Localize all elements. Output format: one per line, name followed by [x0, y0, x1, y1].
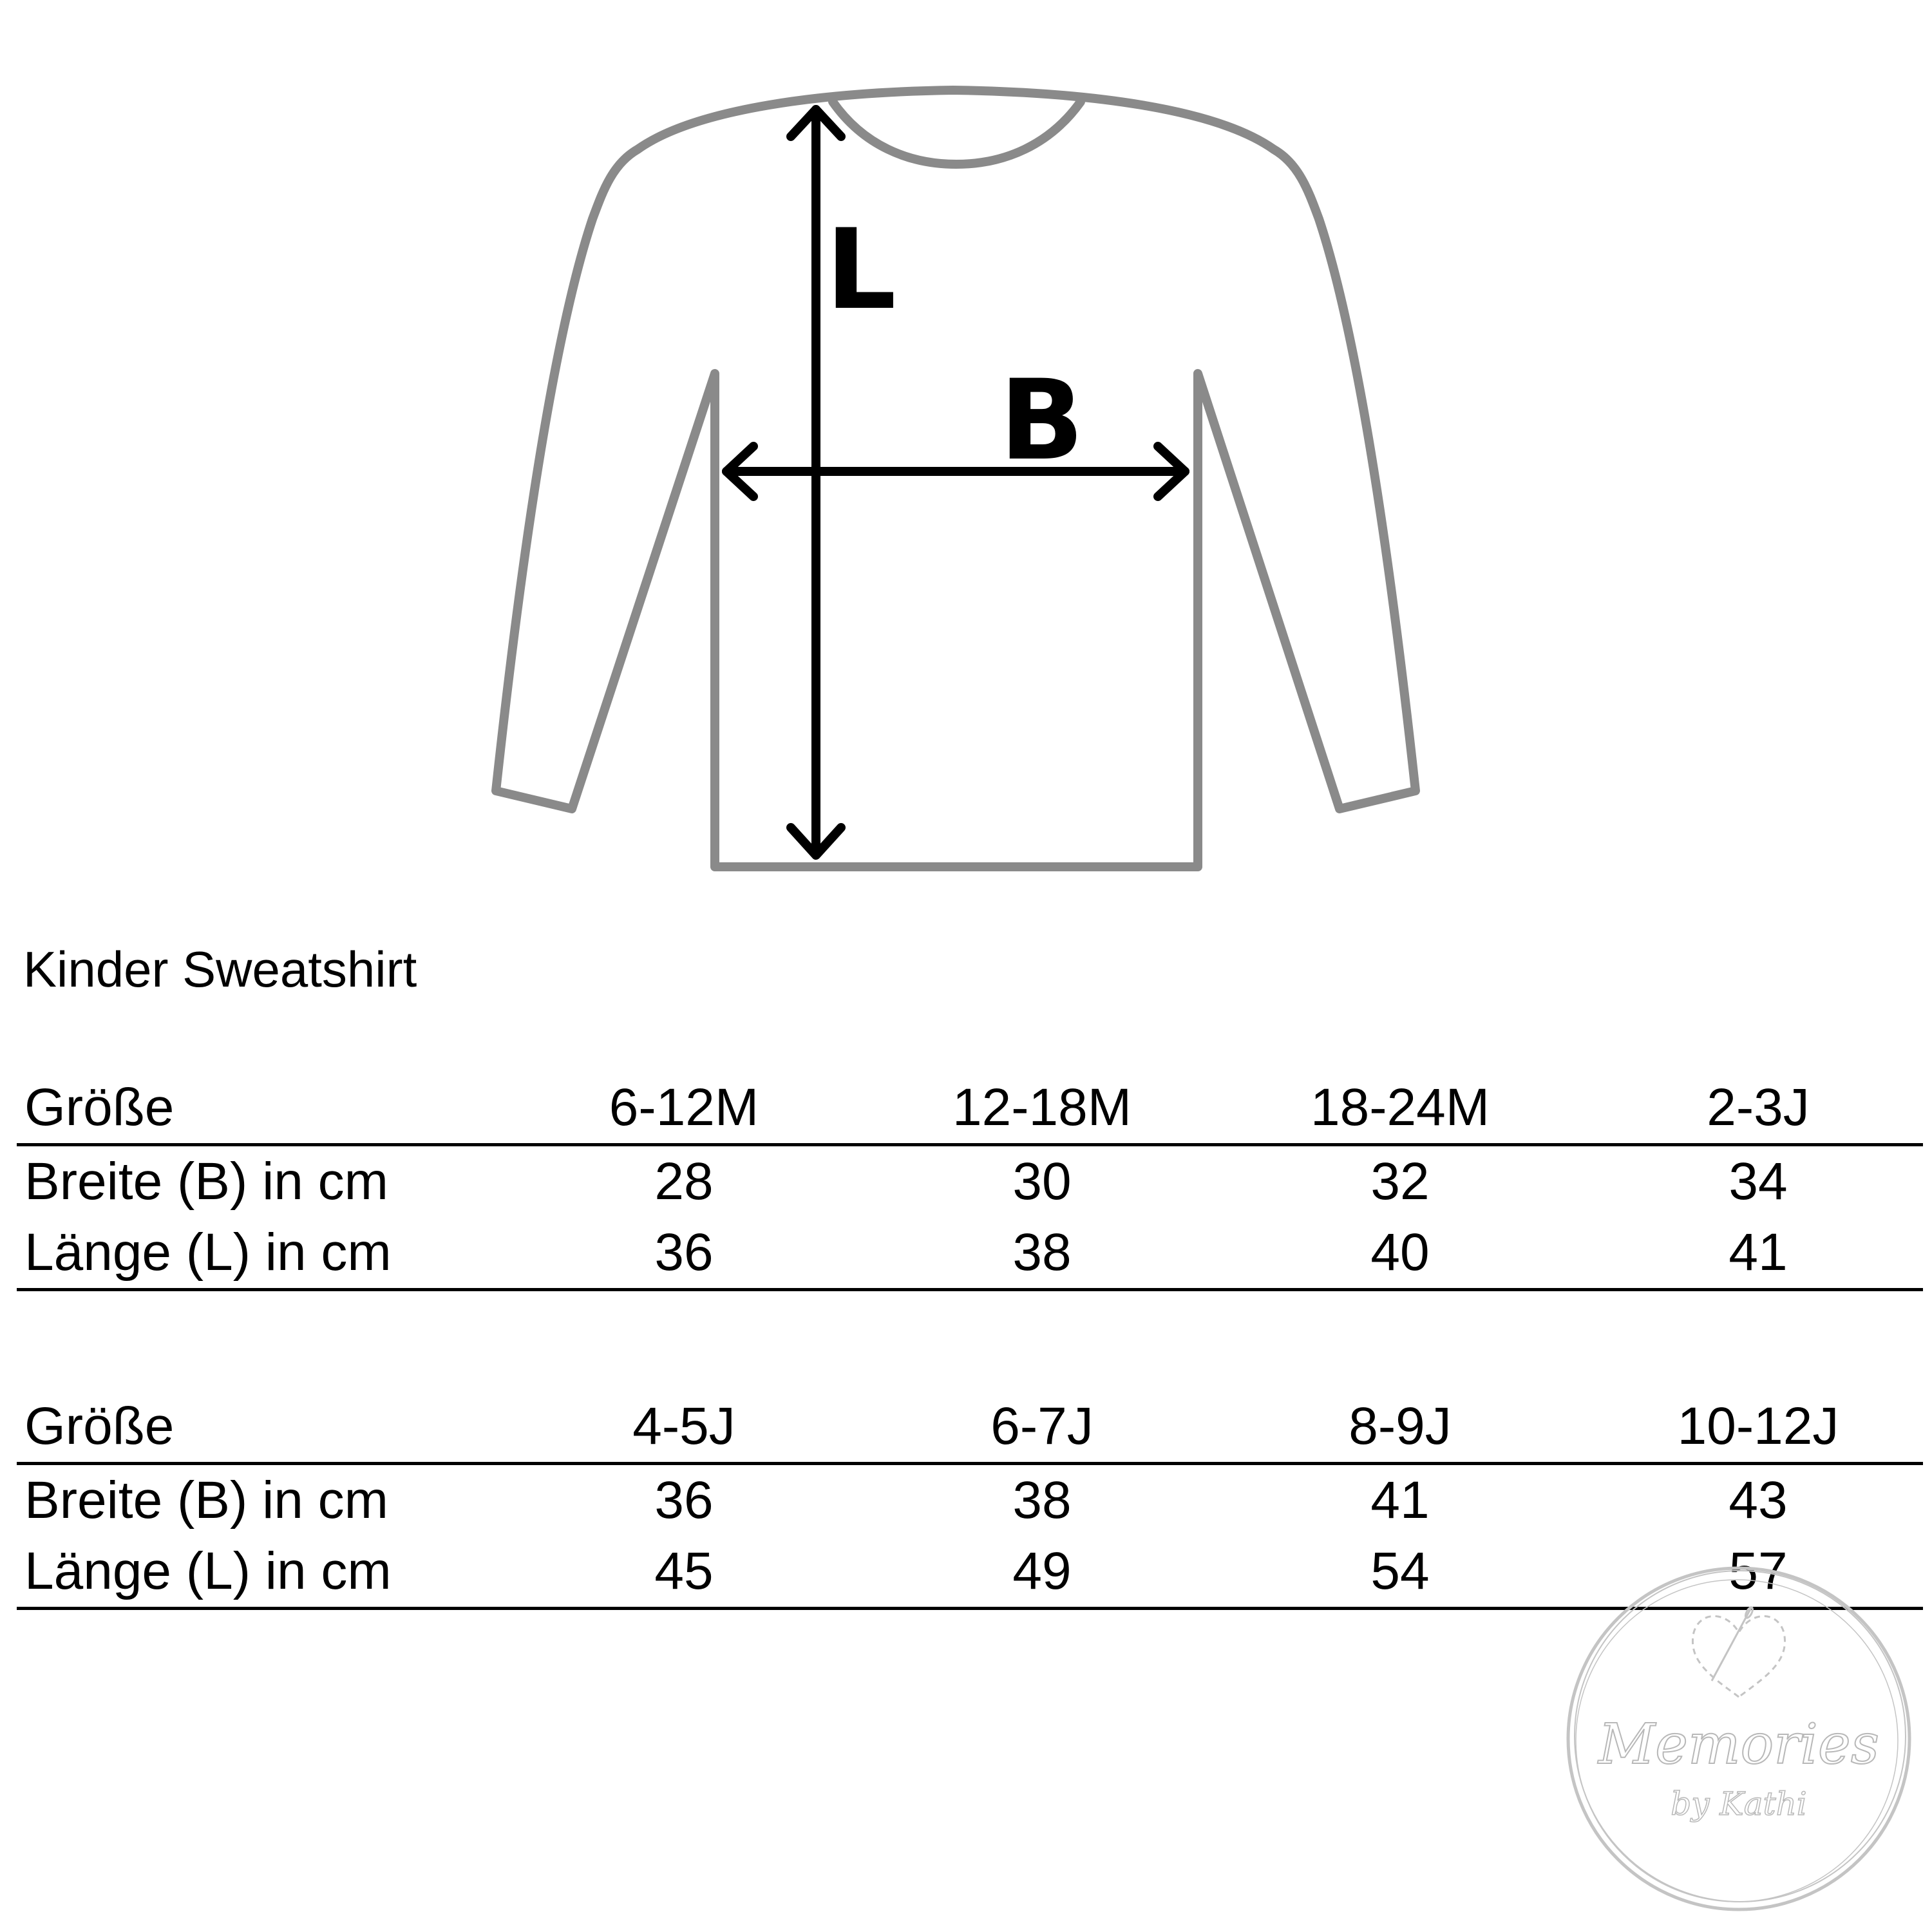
size-table-1 [17, 1072, 1923, 1291]
size-header: 6-12M [609, 1078, 759, 1137]
watermark-text-by-kathi: by Kathi [1671, 1785, 1807, 1823]
table-cell: 32 [1370, 1152, 1430, 1211]
heart-icon [1692, 1616, 1785, 1697]
table-header-row [17, 1072, 1923, 1146]
size-header: 18-24M [1310, 1078, 1490, 1137]
watermark-logo [1558, 1558, 1919, 1919]
chart-title: Kinder Sweatshirt [23, 941, 417, 998]
table-cell: 54 [1370, 1542, 1430, 1600]
size-header: 10-12J [1677, 1397, 1839, 1455]
row-label: Länge (L) in cm [24, 1223, 392, 1282]
size-header: 4-5J [632, 1397, 735, 1455]
table-row-width [17, 1465, 1923, 1536]
table-cell: 57 [1728, 1542, 1788, 1600]
table-cell: 41 [1728, 1223, 1788, 1282]
table-cell: 28 [654, 1152, 714, 1211]
width-arrow [726, 446, 1185, 497]
table-cell: 38 [1012, 1471, 1072, 1530]
size-header: 8-9J [1349, 1397, 1452, 1455]
watermark-text-memories: Memories [1598, 1712, 1879, 1777]
table-cell: 30 [1012, 1152, 1072, 1211]
table-cell: 36 [654, 1471, 714, 1530]
table-row-length [17, 1217, 1923, 1291]
table-cell: 41 [1370, 1471, 1430, 1530]
table-cell: 45 [654, 1542, 714, 1600]
table-cell: 34 [1728, 1152, 1788, 1211]
row-label: Länge (L) in cm [24, 1542, 392, 1600]
table-cell: 40 [1370, 1223, 1430, 1282]
length-label: L [826, 205, 896, 334]
table-cell: 38 [1012, 1223, 1072, 1282]
row-label: Breite (B) in cm [24, 1152, 388, 1211]
size-header: 12-18M [952, 1078, 1132, 1137]
header-label: Größe [24, 1397, 175, 1455]
sweatshirt-diagram [0, 0, 1932, 902]
sweatshirt-outline [496, 90, 1416, 867]
table-cell: 49 [1012, 1542, 1072, 1600]
width-label: B [999, 355, 1084, 485]
table-cell: 43 [1728, 1471, 1788, 1530]
table-row-width [17, 1146, 1923, 1217]
size-header: 6-7J [990, 1397, 1094, 1455]
header-label: Größe [24, 1078, 175, 1137]
size-header: 2-3J [1707, 1078, 1810, 1137]
table-cell: 36 [654, 1223, 714, 1282]
row-label: Breite (B) in cm [24, 1471, 388, 1530]
table-header-row [17, 1391, 1923, 1465]
